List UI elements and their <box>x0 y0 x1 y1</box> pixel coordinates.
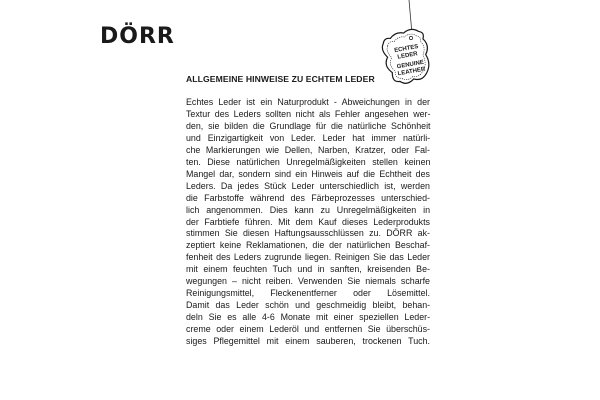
tag-label-en: GENUINE LEATHER <box>396 59 426 77</box>
body-text-line: Leders. Da jedes Stück Leder unterschiedlich ist, werden <box>186 180 430 191</box>
body-text-line: ten. Diese natürlichen Unregelmäßigkeiten stellen keinen <box>186 156 431 167</box>
body-text-line: der Farbtiefe führen. Mit dem Kauf dieses Lederprodukts <box>186 216 430 227</box>
body-text-line: Reinigungsmittel, Fleckenentferner oder Lösemittel. <box>186 288 430 299</box>
tag-label-de: ECHTES LEDER <box>393 43 419 61</box>
body-text-line: lich angenommen. Dies kann zu Unregelmäßigkeiten in <box>186 204 430 215</box>
body-text-line: creme oder einem Lederöl und entfernen Sie überschüs- <box>186 324 430 335</box>
brand-logo: DÖRR <box>100 24 175 49</box>
body-text-line: deln Sie es alle 4-6 Monate mit einer speziellen Leder- <box>186 312 431 323</box>
body-text-line: den, sie bilden die Grundlage für die natürliche Schönheit <box>186 120 431 131</box>
body-text-line: und Einzigartigkeit von Leder. Leder hat immer natürli- <box>186 132 431 143</box>
body-text-line: Damit das Leder schön und geschmeidig bleibt, behan- <box>186 300 431 311</box>
body-text-line: Textur des Leders sollten nicht als Fehler angesehen wer- <box>186 108 431 119</box>
body-text-line: stimmen Sie diesen Haftungsausschlüssen zu. DÖRR ak- <box>186 228 430 239</box>
body-text-line: siges Pflegemittel mit einem sauberen, trockenen Tuch. <box>186 336 431 347</box>
body-text-line: che Markierungen wie Dellen, Narben, Kratzer, oder Fal- <box>186 144 430 155</box>
body-text-line: die Farbstoffe während des Färbeprozesses unterschied- <box>186 192 430 203</box>
body-text-line: wegungen – nicht reiben. Verwenden Sie niemals scharfe <box>186 276 430 287</box>
body-text-line: Mangel dar, sondern sind ein Hinweis auf die Echtheit des <box>186 168 430 179</box>
body-text-line: Echtes Leder ist ein Naturprodukt - Abweichungen in der <box>186 97 431 107</box>
body-text-line: mit einem feuchten Tuch und in sanften, kreisenden Be- <box>186 264 430 275</box>
body-text-line: zeptiert keine Reklamationen, die der natürlichen Beschaf- <box>186 240 430 251</box>
body-text-line: fenheit des Leders zugrunde liegen. Reinigen Sie das Leder <box>186 252 430 263</box>
document-heading: ALLGEMEINE HINWEISE ZU ECHTEM LEDER <box>186 74 375 84</box>
document-body <box>186 97 430 348</box>
